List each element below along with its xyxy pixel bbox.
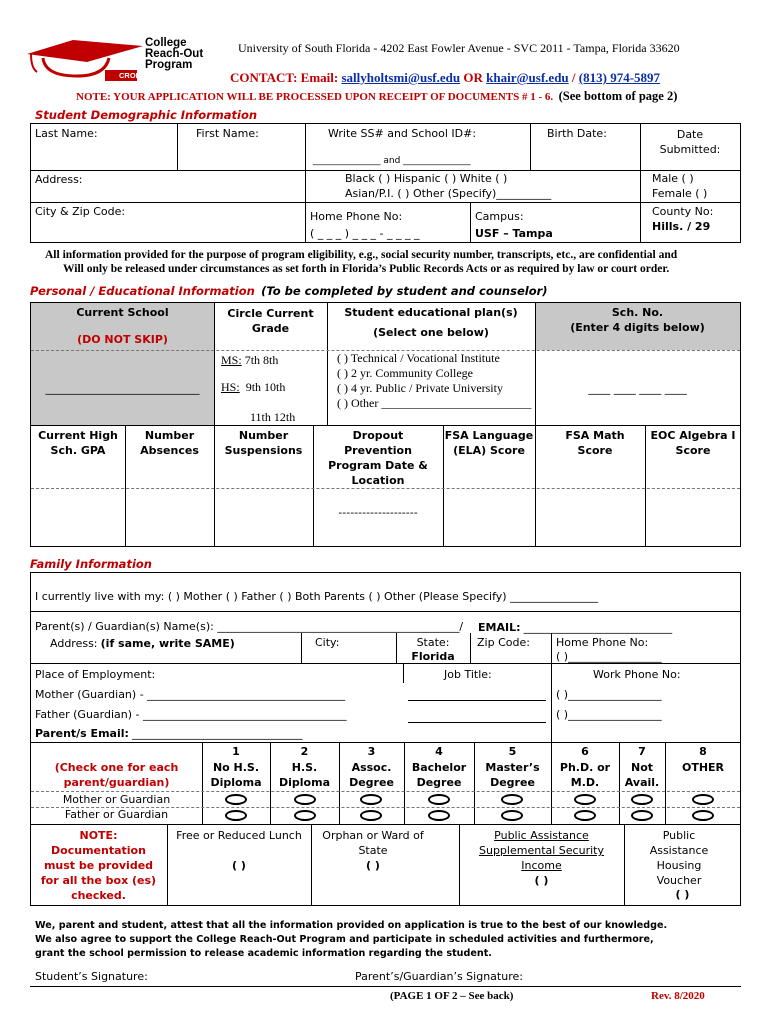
race-options-1[interactable]: Black ( ) Hispanic ( ) White ( ) — [345, 172, 508, 185]
logo-line-1: College — [145, 37, 187, 49]
plan-option-other[interactable]: ( ) Other _________________________ — [337, 396, 532, 410]
employment-label: Place of Employment: — [35, 668, 156, 681]
city-zip-label[interactable]: City & Zip Code: — [35, 205, 126, 218]
processing-note-text: NOTE: YOUR APPLICATION WILL BE PROCESSED UPON RECEIPT OF DOCUMENTS # 1 - 6. — [76, 91, 554, 103]
mother-job-title-line[interactable] — [408, 700, 546, 701]
public-assistance-ssi-checkbox[interactable]: ( ) — [534, 874, 549, 887]
edu-level-6-label: Ph.D. or M.D. — [559, 761, 611, 789]
parent-city-label[interactable]: City: — [315, 636, 340, 649]
check-note: (Check one for each parent/guardian) — [54, 761, 179, 789]
birth-date-label[interactable]: Birth Date: — [547, 127, 607, 140]
mother-edu-radio-5[interactable] — [501, 794, 523, 805]
parent-state-value: Florida — [411, 650, 455, 663]
public-assistance-ssi-text: Public Assistance Supplemental Security Income — [479, 829, 604, 872]
race-options-2[interactable]: Asian/P.I. ( ) Other (Specify)__________ — [345, 187, 552, 200]
attestation-line-3: grant the school permission to release academic information regarding the student. — [35, 948, 492, 959]
edu-level-3-num: 3 — [367, 745, 376, 758]
crop-logo — [25, 32, 225, 82]
or-text: OR — [460, 70, 487, 85]
edu-level-5-label: Master’s Degree — [485, 761, 540, 789]
current-school-label: Current School — [76, 306, 169, 319]
parent-address-field[interactable] — [50, 636, 235, 651]
first-name-label[interactable]: First Name: — [196, 127, 259, 140]
edu-level-3-label: Assoc. Degree — [349, 761, 394, 789]
address-label[interactable]: Address: — [35, 173, 83, 186]
parent-address-note: (if same, write SAME) — [100, 637, 235, 650]
page-number: (PAGE 1 OF 2 – See back) — [390, 990, 514, 1002]
mother-edu-radio-2[interactable] — [294, 794, 316, 805]
do-not-skip-label: (DO NOT SKIP) — [77, 333, 168, 346]
email-link-2[interactable]: khair@usf.edu — [486, 70, 569, 85]
dropout-blank[interactable]: -------------------- — [338, 506, 418, 519]
revision-date: Rev. 8/2020 — [651, 990, 705, 1002]
email-link-1[interactable]: sallyholtsmi@usf.edu — [341, 70, 461, 85]
slash-text: / — [568, 70, 579, 85]
edu-level-5-num: 5 — [508, 745, 517, 758]
eoc-algebra-header: EOC Algebra I Score — [650, 429, 736, 457]
hs-grades[interactable] — [221, 380, 285, 395]
ms-grade-options[interactable]: 7th 8th — [244, 353, 279, 367]
current-school-blank[interactable]: ____________________________ — [45, 382, 200, 395]
privacy-line-1: All information provided for the purpose of program eligibility, e.g., social security number, transcripts, etc., are confidential and — [45, 249, 678, 261]
section-title-demographic: Student Demographic Information — [35, 108, 258, 122]
attestation-line-1: We, parent and student, attest that all the information provided on application is true to the best of our knowledge. — [35, 920, 668, 931]
parents-email-label: Parent/s Email: — [35, 727, 129, 740]
ss-school-id-label[interactable]: Write SS# and School ID#: — [328, 127, 477, 140]
contact-label: CONTACT: Email: — [230, 70, 342, 85]
public-assistance-ssi-label — [465, 828, 618, 873]
free-lunch-checkbox[interactable]: ( ) — [232, 859, 246, 872]
free-lunch-label: Free or Reduced Lunch — [176, 829, 302, 842]
suspensions-header: Number Suspensions — [224, 429, 303, 457]
hs-label: HS: — [221, 380, 240, 394]
orphan-checkbox[interactable]: ( ) — [366, 859, 380, 872]
edu-level-4-num: 4 — [435, 745, 443, 758]
parent-zip-label[interactable]: Zip Code: — [477, 636, 530, 649]
fsa-ela-header: FSA Language (ELA) Score — [444, 429, 534, 457]
fsa-math-header: FSA Math Score — [565, 429, 625, 457]
father-edu-radio-2[interactable] — [294, 810, 316, 821]
last-name-label[interactable]: Last Name: — [35, 127, 98, 140]
sch-no-label: Sch. No. — [611, 306, 664, 319]
gpa-header: Current High Sch. GPA — [38, 429, 118, 457]
edu-level-8-label: OTHER — [681, 761, 725, 774]
parent-home-phone-blank[interactable]: ( )_________________ — [556, 650, 662, 663]
parent-email-blank[interactable]: ___________________________ — [523, 621, 673, 634]
section-title-personal — [30, 284, 548, 299]
edu-level-7-label: Not Avail. — [624, 761, 660, 789]
edu-level-7-num: 7 — [638, 745, 646, 758]
section-title-family: Family Information — [30, 557, 152, 571]
ms-label: MS: — [221, 353, 242, 367]
phone-link[interactable]: (813) 974-5897 — [578, 70, 661, 85]
parent-address-label: Address: — [50, 637, 98, 650]
parent-home-phone-label[interactable]: Home Phone No: — [556, 636, 649, 649]
date-submitted-label[interactable]: Date Submitted: — [659, 128, 721, 156]
privacy-line-2: Will only be released under circumstances as set forth in Florida’s Public Records Acts or as required by law or court order. — [63, 263, 670, 275]
header-address: University of South Florida - 4202 East Fowler Avenue - SVC 2011 - Tampa, Florida 33620 — [238, 41, 680, 55]
attestation-text — [35, 919, 667, 961]
edu-level-1-label: No H.S. Diploma — [210, 761, 262, 789]
father-edu-radio-5[interactable] — [501, 810, 523, 821]
dropout-header: Dropout Prevention Program Date & Location — [328, 429, 428, 487]
edu-level-4-label: Bachelor Degree — [411, 761, 467, 789]
housing-voucher-checkbox[interactable]: ( ) — [675, 888, 690, 901]
processing-note-tail: (See bottom of page 2) — [558, 89, 678, 103]
campus-value: USF – Tampa — [475, 227, 553, 240]
sch-no-subtitle: (Enter 4 digits below) — [570, 321, 705, 334]
mother-edu-radio-4[interactable] — [428, 794, 450, 805]
hs-grade-options[interactable]: 9th 10th — [245, 380, 286, 394]
parent-signature-label[interactable]: Parent’s/Guardian’s Signature: — [355, 970, 523, 983]
county-value: Hills. / 29 — [652, 220, 711, 233]
job-title-label: Job Title: — [444, 668, 492, 681]
father-edu-radio-4[interactable] — [428, 810, 450, 821]
sch-no-blank[interactable]: ____ ____ ____ ____ — [588, 382, 687, 395]
parent-email-label: EMAIL: — [478, 621, 521, 634]
father-work-phone[interactable]: ( )_________________ — [556, 708, 662, 721]
contact-line — [230, 70, 660, 86]
plan-option-technical[interactable]: ( ) Technical / Vocational Institute — [337, 351, 500, 365]
mother-work-phone[interactable]: ( )_________________ — [556, 688, 662, 701]
father-employment-field[interactable]: Father (Guardian) - _____________________________________ — [35, 708, 347, 721]
home-phone-label[interactable]: Home Phone No: — [310, 210, 403, 223]
mother-edu-radio-1[interactable] — [225, 794, 247, 805]
edu-level-8-num: 8 — [699, 745, 707, 758]
plan-title: Student educational plan(s) — [344, 306, 518, 319]
father-row-label: Father or Guardian — [64, 808, 169, 821]
processing-note — [76, 89, 677, 104]
father-job-title-line[interactable] — [408, 722, 546, 723]
personal-title: Personal / Educational Information — [30, 284, 255, 298]
parents-email-blank[interactable]: _______________________________ — [132, 727, 303, 740]
plan-option-community-college[interactable]: ( ) 2 yr. Community College — [337, 366, 473, 380]
housing-voucher-label: Public Assistance Housing Voucher — [649, 829, 709, 887]
hs-grades-2[interactable]: 11th 12th — [250, 410, 296, 424]
plan-subtitle: (Select one below) — [373, 326, 489, 339]
mother-employment-field[interactable]: Mother (Guardian) - ____________________________________ — [35, 688, 346, 701]
mother-row-label: Mother or Guardian — [62, 793, 171, 806]
parents-names-field[interactable]: Parent(s) / Guardian(s) Name(s): ____________________________________________/ — [35, 620, 464, 633]
circle-grade-label: Circle Current Grade — [227, 307, 314, 335]
absences-header: Number Absences — [140, 429, 199, 457]
ss-school-id-blank[interactable]: _______________ and _______________ — [313, 156, 471, 166]
mother-edu-radio-8[interactable] — [692, 794, 714, 805]
campus-label: Campus: — [475, 210, 524, 223]
student-signature-label[interactable]: Student’s Signature: — [35, 970, 148, 983]
mother-edu-radio-7[interactable] — [631, 794, 653, 805]
edu-level-2-num: 2 — [300, 745, 309, 758]
work-phone-label: Work Phone No: — [593, 668, 681, 681]
gender-male[interactable]: Male ( ) — [652, 172, 694, 185]
privacy-statement — [45, 248, 745, 276]
parent-email-field[interactable] — [478, 620, 672, 635]
mother-edu-radio-6[interactable] — [574, 794, 596, 805]
father-edu-radio-7[interactable] — [631, 810, 653, 821]
logo-line-2: Reach-Out — [145, 48, 204, 60]
plan-options[interactable] — [337, 351, 531, 411]
edu-level-6-num: 6 — [581, 745, 589, 758]
father-edu-radio-8[interactable] — [692, 810, 714, 821]
ms-grades[interactable] — [221, 353, 278, 368]
logo-line-3: Program — [145, 59, 193, 71]
edu-level-1-num: 1 — [232, 745, 240, 758]
father-edu-radio-3[interactable] — [360, 810, 382, 821]
gender-female[interactable]: Female ( ) — [652, 187, 708, 200]
parents-email-field[interactable] — [35, 726, 303, 741]
documentation-note: NOTE: Documentation must be provided for all the box (es) checked. — [40, 829, 157, 902]
logo-badge: CROP — [119, 71, 141, 80]
parent-state-label: State: — [416, 636, 450, 649]
father-edu-radio-6[interactable] — [574, 810, 596, 821]
live-with-options[interactable]: I currently live with my: ( ) Mother ( ) Father ( ) Both Parents ( ) Other (Please Specify) ________________ — [35, 590, 599, 603]
orphan-label: Orphan or Ward of State — [322, 829, 424, 857]
plan-option-university[interactable]: ( ) 4 yr. Public / Private University — [337, 381, 503, 395]
home-phone-blank[interactable]: ( _ _ _ ) _ _ _ - _ _ _ _ — [310, 227, 420, 240]
attestation-line-2: We also agree to support the College Reach-Out Program and participate in scheduled activities and furthermore, — [35, 934, 654, 945]
edu-level-2-label: H.S. Diploma — [279, 761, 330, 789]
father-edu-radio-1[interactable] — [225, 810, 247, 821]
personal-subtitle: (To be completed by student and counselor) — [261, 284, 548, 298]
mother-edu-radio-3[interactable] — [360, 794, 382, 805]
county-label: County No: — [652, 205, 714, 218]
